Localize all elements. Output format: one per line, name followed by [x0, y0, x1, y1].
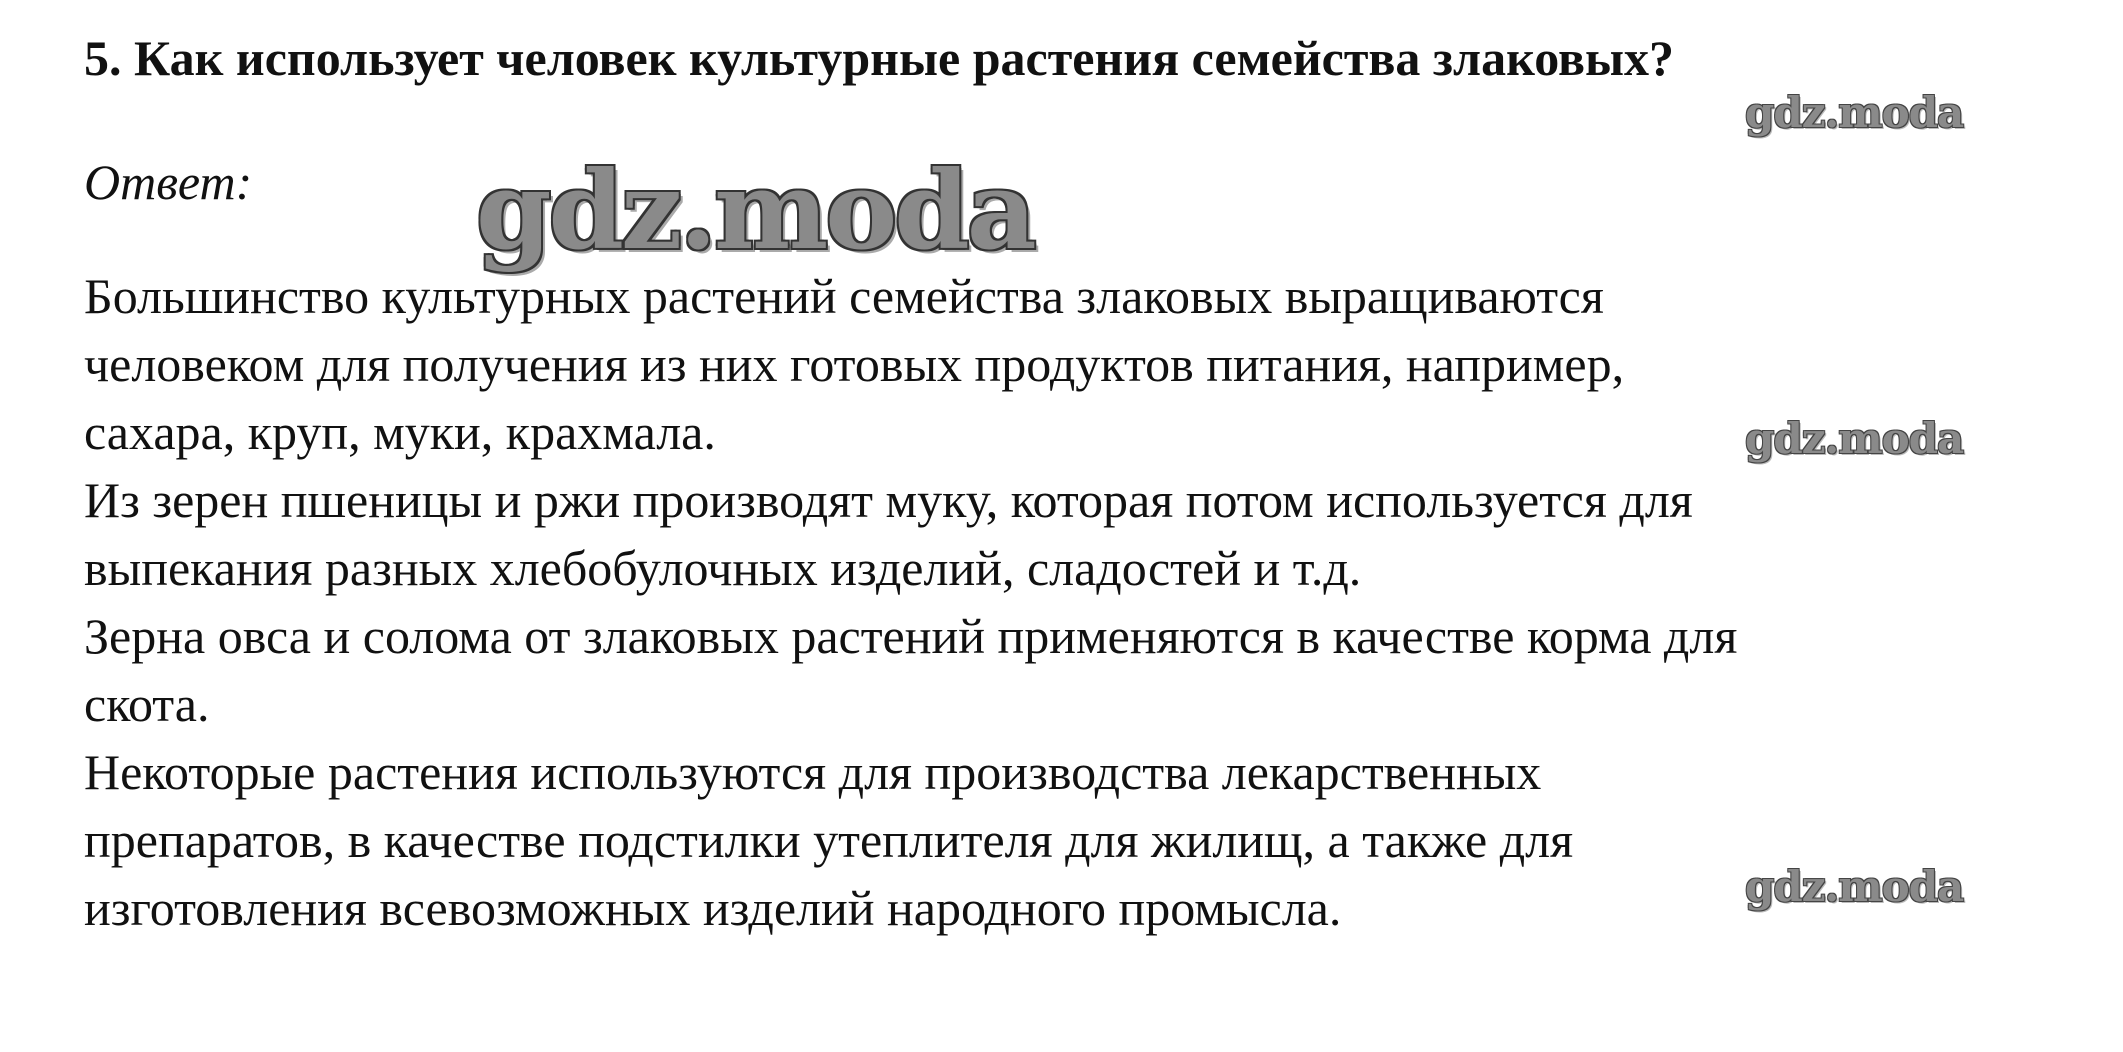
watermark-logo: gdz.moda	[1745, 862, 1964, 911]
answer-line: сахара, круп, муки, крахмала.	[84, 404, 716, 460]
answer-line: Зерна овса и солома от злаковых растений применяются в качестве корма для	[84, 608, 1738, 664]
answer-line: скота.	[84, 676, 210, 732]
answer-text	[84, 262, 2104, 942]
answer-line: Некоторые растения используются для производства лекарственных	[84, 744, 1542, 800]
answer-line: человеком для получения из них готовых продуктов питания, например,	[84, 336, 1625, 392]
answer-line: препаратов, в качестве подстилки утеплителя для жилищ, а также для	[84, 812, 1574, 868]
watermark-logo-large: gdz.moda	[476, 148, 1034, 274]
answer-line: выпекания разных хлебобулочных изделий, сладостей и т.д.	[84, 540, 1362, 596]
answer-label: Ответ:	[84, 154, 253, 210]
question-heading: 5. Как использует человек культурные растения семейства злаковых?	[84, 30, 1675, 86]
answer-line: изготовления всевозможных изделий народного промысла.	[84, 880, 1342, 936]
answer-line: Большинство культурных растений семейства злаковых выращиваются	[84, 268, 1604, 324]
watermark-logo: gdz.moda	[1745, 88, 1964, 137]
answer-line: Из зерен пшеницы и ржи производят муку, которая потом используется для	[84, 472, 1693, 528]
watermark-logo: gdz.moda	[1745, 414, 1964, 463]
